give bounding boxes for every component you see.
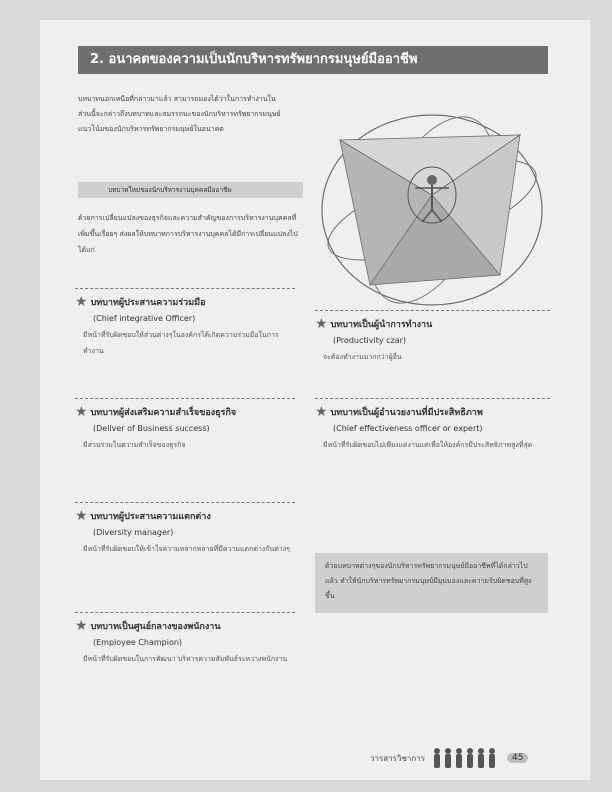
role-section-employee — [75, 612, 295, 667]
role-title-wrapper — [75, 509, 295, 523]
star-icon: ★ — [75, 294, 88, 310]
role-title: บทบาทเป็นผู้นำการทำงาน — [330, 320, 433, 330]
role-english: (Deliver of Business success) — [93, 424, 210, 433]
star-icon: ★ — [75, 508, 88, 524]
role-english: (Employee Champion) — [93, 638, 183, 647]
role-section-business — [75, 398, 295, 453]
role-title-wrapper — [75, 619, 295, 633]
role-description: จะต้องทำงานมากกว่าผู้อื่น — [323, 353, 402, 361]
role-english: (Diversity manager) — [93, 528, 174, 537]
star-icon: ★ — [75, 404, 88, 420]
role-description: มีส่วนร่วมในความสำเร็จของธุรกิจ — [83, 441, 186, 449]
role-description: มีหน้าที่รับผิดชอบให้เข้าใจความหลากหลายที่มีความแตกต่างกันต่างๆ — [83, 545, 290, 553]
role-title: บทบาทผู้ประสานความร่วมมือ — [90, 298, 206, 308]
summary-callout: ด้วยบทบาทต่างๆของนักบริหารทรัพยากรมนุษย์มืออาชีพที่ได้กล่าวไปแล้ว ทำให้นักบริหารทรัพยากรมนุษย์มีมุมมองและความรับผิดชอบที่สูงขึ้น — [315, 553, 548, 613]
page — [40, 20, 590, 780]
section-header: 2. อนาคตของความเป็นนักบริหารทรัพยากรมนุษย์มืออาชีพ — [78, 46, 548, 74]
role-title: บทบาทเป็นศูนย์กลางของพนักงาน — [90, 622, 221, 632]
sphere-illustration — [310, 100, 555, 315]
role-title-wrapper — [315, 317, 550, 331]
role-section-integrative — [75, 288, 295, 359]
dashed-divider — [315, 310, 550, 311]
role-title-wrapper — [75, 405, 295, 419]
role-title: บทบาทเป็นผู้อำนวยงานที่มีประสิทธิภาพ — [330, 408, 483, 418]
page-number: 45 — [507, 753, 528, 763]
role-english: (Productivity czar) — [333, 336, 406, 345]
star-icon: ★ — [315, 316, 328, 332]
role-description: มีหน้าที่รับผิดชอบให้ส่วนต่างๆในองค์กรได้เกิดความร่วมมือในการทำงาน — [83, 331, 279, 355]
dashed-divider — [315, 398, 550, 399]
role-english: (Chief integrative Officer) — [93, 314, 196, 323]
dashed-divider — [75, 612, 295, 613]
people-silhouette-icon — [431, 747, 501, 769]
dashed-divider — [75, 288, 295, 289]
role-title-wrapper — [315, 405, 550, 419]
dashed-divider — [75, 398, 295, 399]
star-icon: ★ — [315, 404, 328, 420]
subheading-box: บทบาทใหม่ของนักบริหารงานบุคคลมืออาชีพ — [78, 182, 303, 198]
role-description: มีหน้าที่รับผิดชอบในการพัฒนา บริหารความสัมพันธ์ระหว่างพนักงาน — [83, 655, 288, 663]
role-section-effectiveness — [315, 398, 550, 453]
role-description: มีหน้าที่รับผิดชอบไม่เพียงแต่งานแต่เพื่อให้องค์กรมีประสิทธิภาพสูงที่สุด — [323, 441, 533, 449]
role-english: (Chief effectiveness officer or expert) — [333, 424, 483, 433]
intro-paragraph: บทบาทนอกเหนือที่กล่าวมาแล้ว สามารถมองได้ว่าในการทำงานในส่วนนี้จะกล่าวถึงบทบาทและสมรรถนะของนักบริหารทรัพยากรมนุษย์ แนวโน้มของนักบริหารทรัพยากรมนุษย์ในอนาคต — [78, 95, 281, 133]
role-title: บทบาทผู้ส่งเสริมความสำเร็จของธุรกิจ — [90, 408, 237, 418]
page-footer — [370, 747, 528, 769]
star-icon: ★ — [75, 618, 88, 634]
role-section-diversity — [75, 502, 295, 557]
role-title: บทบาทผู้ประสานความแตกต่าง — [90, 512, 211, 522]
role-title-wrapper — [75, 295, 295, 309]
context-paragraph: ด้วยการเปลี่ยนแปลงของธุรกิจและความสำคัญของการบริหารงานบุคคลที่เพิ่มขึ้นเรื่อยๆ ส่งผลให้บทบาทการบริหารงานบุคคลได้มีการเปลี่ยนแปลงไป ได้แก่ — [78, 214, 298, 254]
role-section-productivity — [315, 310, 550, 365]
journal-name: วารสารวิชาการ — [370, 753, 425, 763]
dashed-divider — [75, 502, 295, 503]
